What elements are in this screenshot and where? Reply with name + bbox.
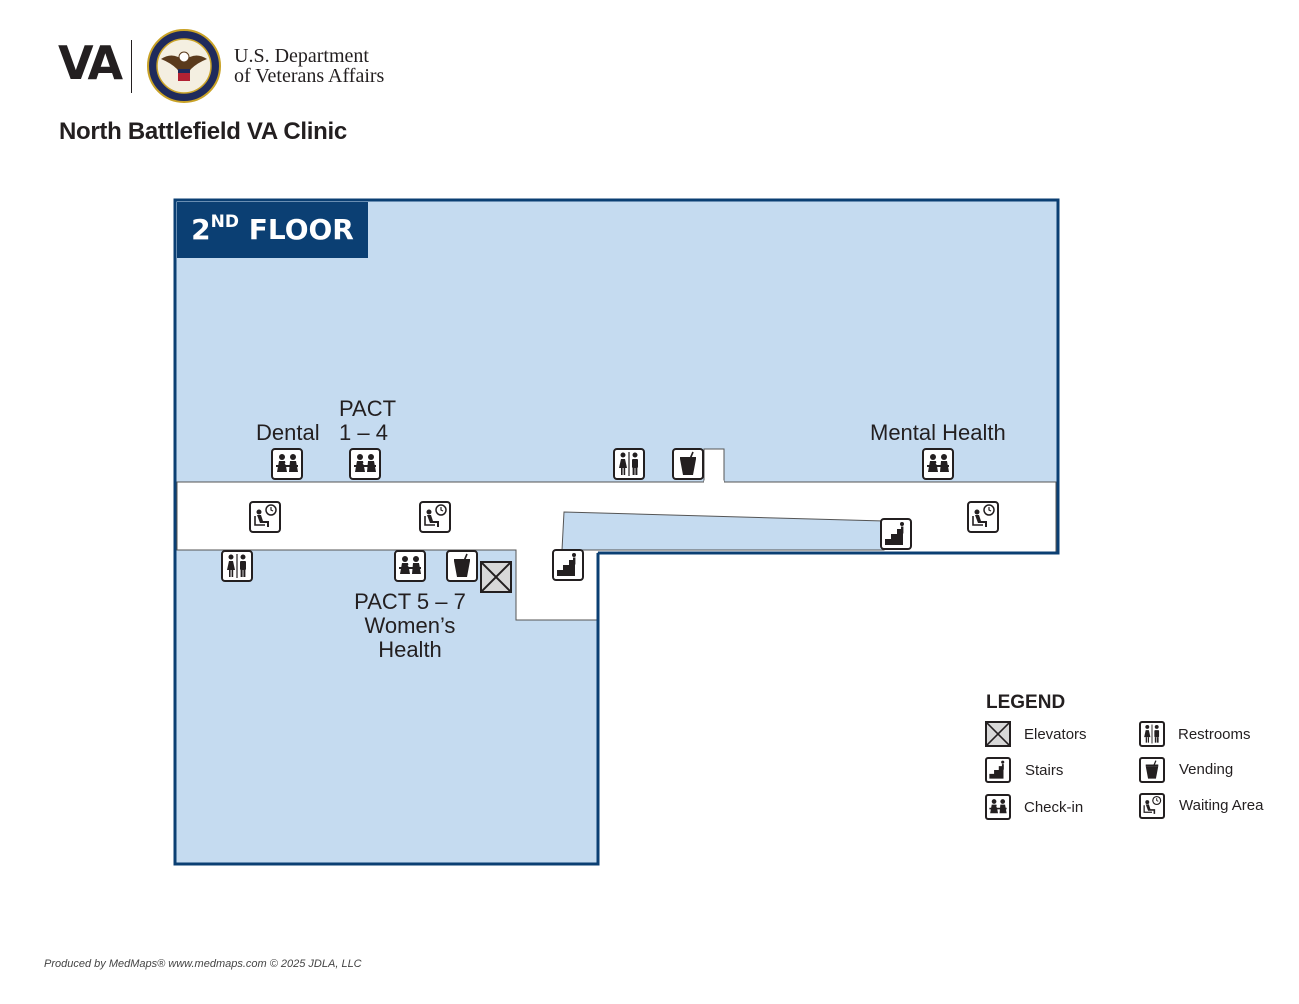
stairs-icon[interactable]	[880, 518, 912, 550]
waiting-area-icon[interactable]	[419, 501, 451, 533]
legend-label-waiting-area: Waiting Area	[1179, 797, 1264, 814]
check-in-icon[interactable]	[271, 448, 303, 480]
vending-icon[interactable]	[446, 550, 478, 582]
mental-health-label-line: Mental Health	[870, 420, 1006, 445]
waiting-area-icon	[1139, 793, 1165, 819]
legend-label-vending: Vending	[1179, 761, 1234, 778]
pact-5-7-label-line-3: Health	[378, 637, 442, 662]
check-in-icon[interactable]	[349, 448, 381, 480]
legend-title: LEGEND	[986, 692, 1066, 713]
footer-credit: Produced by MedMaps® www.medmaps.com © 2025 JDLA, LLC	[44, 958, 362, 970]
restrooms-icon[interactable]	[613, 448, 645, 480]
restrooms-icon[interactable]	[221, 550, 253, 582]
check-in-icon	[985, 794, 1011, 820]
pact-5-7-label-line-1: PACT 5 – 7	[354, 589, 466, 614]
department-line-2: of Veterans Affairs	[234, 65, 385, 87]
pact-1-4-label-line-1: PACT	[339, 396, 397, 421]
dental-label-line: Dental	[256, 420, 320, 445]
pact-5-7-label-line-2: Women’s	[364, 613, 456, 638]
stairs-icon	[985, 757, 1011, 783]
clinic-title: North Battlefield VA Clinic	[59, 118, 347, 145]
department-label-dental[interactable]	[256, 421, 320, 445]
legend-label-restrooms: Restrooms	[1178, 726, 1251, 743]
legend-label-stairs: Stairs	[1025, 762, 1064, 779]
waiting-area-icon[interactable]	[249, 501, 281, 533]
waiting-area-icon[interactable]	[967, 501, 999, 533]
stairs-icon[interactable]	[552, 549, 584, 581]
department-label-mental-health[interactable]	[870, 421, 1006, 445]
floor-label	[177, 202, 368, 258]
check-in-icon[interactable]	[922, 448, 954, 480]
alcove	[704, 449, 724, 482]
legend-label-check-in: Check-in	[1024, 799, 1084, 816]
elevators-icon	[985, 721, 1011, 747]
vending-icon[interactable]	[672, 448, 704, 480]
department-label-pact-1-4[interactable]	[339, 397, 396, 445]
floor-number: 2	[191, 213, 211, 246]
pact-1-4-label-line-2: 1 – 4	[339, 420, 388, 445]
department-line-1: U.S. Department	[234, 45, 369, 67]
floor-suffix: ND	[210, 212, 239, 232]
department-label-pact-5-7[interactable]	[350, 590, 470, 662]
check-in-icon[interactable]	[394, 550, 426, 582]
floor-word: FLOOR	[248, 213, 354, 246]
va-logo-mark: VA	[58, 36, 121, 90]
vending-icon	[1139, 757, 1165, 783]
restrooms-icon	[1139, 721, 1165, 747]
legend-label-elevators: Elevators	[1024, 726, 1087, 743]
elevators-icon[interactable]	[480, 561, 512, 593]
